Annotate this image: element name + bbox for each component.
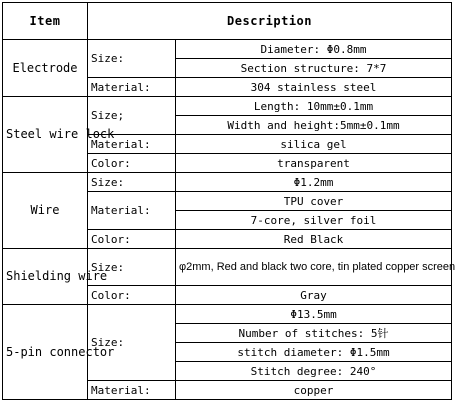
- description-header: Description: [88, 3, 452, 40]
- shielding-item: Shielding wire: [3, 249, 88, 305]
- wire-size-row: [3, 173, 452, 192]
- electrode-size-label: Size:: [88, 40, 176, 78]
- wire-color-label: Color:: [88, 230, 176, 249]
- shielding-size: φ2mm, Red and black two core, tin plated copper screen: [176, 249, 452, 286]
- electrode-material-label: Material:: [88, 78, 176, 97]
- connector-diameter: Φ13.5mm: [176, 305, 452, 324]
- lock-size-row-1: [3, 97, 452, 116]
- electrode-section-structure: Section structure: 7*7: [176, 59, 452, 78]
- electrode-item: Electrode: [3, 40, 88, 97]
- header-row: [3, 3, 452, 40]
- connector-stitch-diameter: stitch diameter: Φ1.5mm: [176, 343, 452, 362]
- connector-size-label: Size:: [88, 305, 176, 381]
- lock-color-label: Color:: [88, 154, 176, 173]
- shielding-size-label: Size:: [88, 249, 176, 286]
- lock-material: silica gel: [176, 135, 452, 154]
- wire-material-core: 7-core, silver foil: [176, 211, 452, 230]
- lock-length: Length: 10mm±0.1mm: [176, 97, 452, 116]
- connector-material: copper: [176, 381, 452, 400]
- connector-stitch-degree: Stitch degree: 240°: [176, 362, 452, 381]
- wire-item: Wire: [3, 173, 88, 249]
- shielding-size-row: [3, 249, 452, 286]
- connector-material-label: Material:: [88, 381, 176, 400]
- item-header: Item: [3, 3, 88, 40]
- lock-size-label: Size;: [88, 97, 176, 135]
- spec-table: [2, 2, 455, 400]
- shielding-color: Gray: [176, 286, 452, 305]
- wire-color: Red Black: [176, 230, 452, 249]
- lock-material-label: Material:: [88, 135, 176, 154]
- electrode-diameter: Diameter: Φ0.8mm: [176, 40, 452, 59]
- lock-width-height: Width and height:5mm±0.1mm: [176, 116, 452, 135]
- connector-item: 5-pin connector: [3, 305, 88, 400]
- lock-item: Steel wire lock: [3, 97, 88, 173]
- wire-material-cover: TPU cover: [176, 192, 452, 211]
- wire-size: Φ1.2mm: [176, 173, 452, 192]
- connector-stitch-count: Number of stitches: 5针: [176, 324, 452, 343]
- shielding-color-label: Color:: [88, 286, 176, 305]
- connector-size-row-1: [3, 305, 452, 324]
- wire-size-label: Size:: [88, 173, 176, 192]
- wire-material-label: Material:: [88, 192, 176, 230]
- lock-color: transparent: [176, 154, 452, 173]
- electrode-material: 304 stainless steel: [176, 78, 452, 97]
- electrode-size-row-1: [3, 40, 452, 59]
